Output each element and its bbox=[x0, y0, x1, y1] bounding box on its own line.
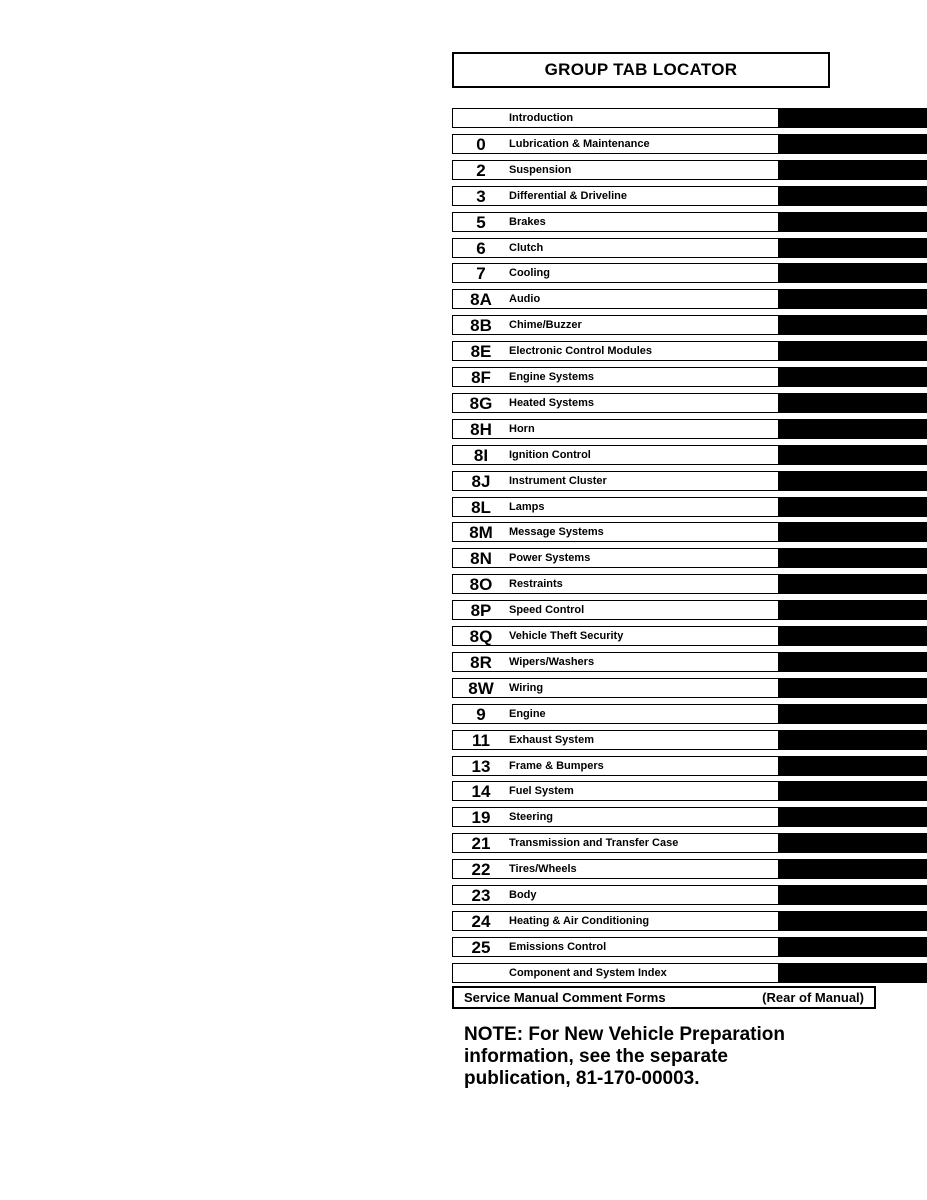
tab-group-number: 7 bbox=[476, 263, 486, 283]
black-thumb-tab[interactable] bbox=[779, 263, 927, 283]
tab-group-label: Component and System Index bbox=[509, 967, 667, 979]
black-thumb-tab[interactable] bbox=[779, 315, 927, 335]
black-thumb-tab[interactable] bbox=[779, 341, 927, 361]
tab-group-label: Power Systems bbox=[509, 552, 591, 564]
tab-group-label: Wipers/Washers bbox=[509, 656, 595, 668]
tab-row[interactable] bbox=[452, 781, 927, 801]
tab-group-label: Clutch bbox=[509, 242, 544, 254]
black-thumb-tab[interactable] bbox=[779, 781, 927, 801]
tab-group-label: Differential & Driveline bbox=[509, 190, 627, 202]
tab-row[interactable] bbox=[452, 445, 927, 465]
black-thumb-tab[interactable] bbox=[779, 600, 927, 620]
tab-row[interactable] bbox=[452, 937, 927, 957]
tab-row[interactable] bbox=[452, 859, 927, 879]
tab-row[interactable] bbox=[452, 108, 927, 128]
tab-label-cell[interactable] bbox=[452, 315, 779, 335]
black-thumb-tab[interactable] bbox=[779, 419, 927, 439]
tab-row[interactable] bbox=[452, 419, 927, 439]
tab-group-number: 9 bbox=[476, 704, 486, 724]
tab-group-label: Engine bbox=[509, 708, 546, 720]
tab-label-cell[interactable] bbox=[452, 367, 779, 387]
tab-row[interactable] bbox=[452, 833, 927, 853]
tab-row[interactable] bbox=[452, 911, 927, 931]
tab-group-label: Lubrication & Maintenance bbox=[509, 138, 650, 150]
tab-group-label: Chime/Buzzer bbox=[509, 319, 582, 331]
tab-group-label: Exhaust System bbox=[509, 734, 594, 746]
black-thumb-tab[interactable] bbox=[779, 497, 927, 517]
tab-label-cell[interactable] bbox=[452, 341, 779, 361]
tab-label-cell[interactable] bbox=[452, 108, 779, 128]
tab-group-label: Cooling bbox=[509, 267, 550, 279]
tab-group-number: 24 bbox=[471, 911, 491, 931]
tab-row[interactable] bbox=[452, 807, 927, 827]
tab-group-label: Brakes bbox=[509, 216, 546, 228]
tab-label-cell[interactable] bbox=[452, 263, 779, 283]
tab-group-number: 25 bbox=[471, 937, 491, 957]
tab-group-label: Tires/Wheels bbox=[509, 863, 577, 875]
tab-row[interactable] bbox=[452, 263, 927, 283]
tab-group-label: Wiring bbox=[509, 682, 544, 694]
black-thumb-tab[interactable] bbox=[779, 186, 927, 206]
tab-group-label: Emissions Control bbox=[509, 941, 607, 953]
tab-label-cell[interactable] bbox=[452, 497, 779, 517]
tab-group-number: 8R bbox=[470, 652, 492, 672]
tab-group-label: Steering bbox=[509, 811, 554, 823]
tab-row[interactable] bbox=[452, 497, 927, 517]
tab-label-cell[interactable] bbox=[452, 833, 779, 853]
black-thumb-tab[interactable] bbox=[779, 859, 927, 879]
tab-row[interactable] bbox=[452, 704, 927, 724]
note-line-1: NOTE: For New Vehicle Preparation bbox=[464, 1024, 785, 1045]
tab-label-cell[interactable] bbox=[452, 652, 779, 672]
tab-row[interactable] bbox=[452, 134, 927, 154]
tab-group-number: 8H bbox=[470, 419, 492, 439]
tab-label-cell[interactable] bbox=[452, 522, 779, 542]
tab-label-cell[interactable] bbox=[452, 756, 779, 776]
tab-group-label: Audio bbox=[509, 293, 541, 305]
service-manual-comment-forms[interactable] bbox=[452, 986, 876, 1009]
tab-row[interactable] bbox=[452, 289, 927, 309]
tab-group-number: 8J bbox=[471, 471, 491, 491]
tab-label-cell[interactable] bbox=[452, 911, 779, 931]
tab-group-number: 8G bbox=[469, 393, 493, 413]
tab-group-label: Electronic Control Modules bbox=[509, 345, 653, 357]
tab-group-number: 3 bbox=[476, 186, 486, 206]
black-thumb-tab[interactable] bbox=[779, 807, 927, 827]
tab-label-cell[interactable] bbox=[452, 393, 779, 413]
black-thumb-tab[interactable] bbox=[779, 963, 927, 983]
note-text bbox=[464, 1024, 904, 1090]
tab-group-label: Restraints bbox=[509, 578, 563, 590]
black-thumb-tab[interactable] bbox=[779, 885, 927, 905]
tab-group-label: Heated Systems bbox=[509, 397, 594, 409]
note-line-2: information, see the separate bbox=[464, 1046, 728, 1067]
tab-label-cell[interactable] bbox=[452, 238, 779, 258]
black-thumb-tab[interactable] bbox=[779, 289, 927, 309]
tab-group-label: Horn bbox=[509, 423, 535, 435]
tab-label-cell[interactable] bbox=[452, 937, 779, 957]
black-thumb-tab[interactable] bbox=[779, 937, 927, 957]
black-thumb-tab[interactable] bbox=[779, 704, 927, 724]
black-thumb-tab[interactable] bbox=[779, 445, 927, 465]
tab-group-number: 8P bbox=[470, 600, 492, 620]
black-thumb-tab[interactable] bbox=[779, 652, 927, 672]
tab-label-cell[interactable] bbox=[452, 134, 779, 154]
tab-label-cell[interactable] bbox=[452, 730, 779, 750]
tab-group-number: 8Q bbox=[469, 626, 493, 646]
tab-label-cell[interactable] bbox=[452, 471, 779, 491]
tab-group-label: Introduction bbox=[509, 112, 574, 124]
black-thumb-tab[interactable] bbox=[779, 160, 927, 180]
tab-group-number: 8O bbox=[469, 574, 493, 594]
tab-label-cell[interactable] bbox=[452, 160, 779, 180]
service-location: (Rear of Manual) bbox=[762, 990, 864, 1005]
tab-label-cell[interactable] bbox=[452, 626, 779, 646]
tab-group-label: Engine Systems bbox=[509, 371, 594, 383]
tab-group-label: Ignition Control bbox=[509, 449, 591, 461]
tab-group-number: 22 bbox=[471, 859, 491, 879]
black-thumb-tab[interactable] bbox=[779, 756, 927, 776]
tab-label-cell[interactable] bbox=[452, 548, 779, 568]
tab-group-label: Speed Control bbox=[509, 604, 585, 616]
tab-group-number: 21 bbox=[471, 833, 491, 853]
tab-row[interactable] bbox=[452, 367, 927, 387]
black-thumb-tab[interactable] bbox=[779, 548, 927, 568]
tab-group-number: 11 bbox=[472, 730, 490, 750]
tab-label-cell[interactable] bbox=[452, 963, 779, 983]
tab-row[interactable] bbox=[452, 471, 927, 491]
tab-group-number: 8B bbox=[470, 315, 492, 335]
tab-label-cell[interactable] bbox=[452, 212, 779, 232]
tab-group-label: Heating & Air Conditioning bbox=[509, 915, 650, 927]
tab-group-number: 8E bbox=[470, 341, 492, 361]
tab-group-number: 6 bbox=[476, 238, 486, 258]
tab-group-number: 8F bbox=[471, 367, 491, 387]
tab-group-number: 23 bbox=[471, 885, 491, 905]
tab-row[interactable] bbox=[452, 885, 927, 905]
tab-label-cell[interactable] bbox=[452, 678, 779, 698]
tab-group-number: 19 bbox=[471, 807, 491, 827]
tab-row[interactable] bbox=[452, 315, 927, 335]
tab-group-number: 8N bbox=[470, 548, 492, 568]
tab-group-label: Vehicle Theft Security bbox=[509, 630, 624, 642]
tab-label-cell[interactable] bbox=[452, 186, 779, 206]
tab-row[interactable] bbox=[452, 600, 927, 620]
black-thumb-tab[interactable] bbox=[779, 393, 927, 413]
tab-row[interactable] bbox=[452, 548, 927, 568]
tab-group-number: 2 bbox=[476, 160, 486, 180]
tab-group-number: 8W bbox=[468, 678, 494, 698]
tab-label-cell[interactable] bbox=[452, 807, 779, 827]
black-thumb-tab[interactable] bbox=[779, 108, 927, 128]
tab-group-number: 8M bbox=[469, 522, 493, 542]
tab-group-number: 13 bbox=[471, 756, 491, 776]
tab-label-cell[interactable] bbox=[452, 859, 779, 879]
tab-row[interactable] bbox=[452, 212, 927, 232]
service-label: Service Manual Comment Forms bbox=[464, 990, 666, 1005]
tab-group-number: 0 bbox=[476, 134, 486, 154]
tab-group-number: 8I bbox=[473, 445, 489, 465]
tab-label-cell[interactable] bbox=[452, 419, 779, 439]
black-thumb-tab[interactable] bbox=[779, 238, 927, 258]
group-tab-locator-title: GROUP TAB LOCATOR bbox=[452, 52, 830, 88]
tab-row[interactable] bbox=[452, 186, 927, 206]
tab-row[interactable] bbox=[452, 574, 927, 594]
note-line-3: publication, 81-170-00003. bbox=[464, 1068, 700, 1089]
tab-group-number: 14 bbox=[471, 781, 491, 801]
black-thumb-tab[interactable] bbox=[779, 833, 927, 853]
tab-row[interactable] bbox=[452, 963, 927, 983]
tab-row[interactable] bbox=[452, 730, 927, 750]
tab-row[interactable] bbox=[452, 341, 927, 361]
tab-label-cell[interactable] bbox=[452, 445, 779, 465]
tab-label-cell[interactable] bbox=[452, 289, 779, 309]
tab-group-label: Instrument Cluster bbox=[509, 475, 607, 487]
black-thumb-tab[interactable] bbox=[779, 678, 927, 698]
tab-row[interactable] bbox=[452, 160, 927, 180]
black-thumb-tab[interactable] bbox=[779, 212, 927, 232]
black-thumb-tab[interactable] bbox=[779, 522, 927, 542]
black-thumb-tab[interactable] bbox=[779, 574, 927, 594]
tab-row[interactable] bbox=[452, 756, 927, 776]
tab-label-cell[interactable] bbox=[452, 885, 779, 905]
tab-row[interactable] bbox=[452, 522, 927, 542]
tab-group-label: Message Systems bbox=[509, 526, 604, 538]
tab-label-cell[interactable] bbox=[452, 600, 779, 620]
black-thumb-tab[interactable] bbox=[779, 134, 927, 154]
tab-label-cell[interactable] bbox=[452, 781, 779, 801]
tab-row[interactable] bbox=[452, 393, 927, 413]
tab-group-label: Body bbox=[509, 889, 537, 901]
tab-group-label: Fuel System bbox=[509, 785, 574, 797]
tab-label-cell[interactable] bbox=[452, 574, 779, 594]
black-thumb-tab[interactable] bbox=[779, 911, 927, 931]
tab-row[interactable] bbox=[452, 626, 927, 646]
tab-group-label: Suspension bbox=[509, 164, 572, 176]
tab-group-label: Transmission and Transfer Case bbox=[509, 837, 679, 849]
tab-group-label: Lamps bbox=[509, 501, 545, 513]
black-thumb-tab[interactable] bbox=[779, 471, 927, 491]
black-thumb-tab[interactable] bbox=[779, 626, 927, 646]
tab-group-number: 8A bbox=[470, 289, 492, 309]
tab-group-number: 8L bbox=[471, 497, 491, 517]
tab-row[interactable] bbox=[452, 652, 927, 672]
black-thumb-tab[interactable] bbox=[779, 730, 927, 750]
tab-row[interactable] bbox=[452, 678, 927, 698]
tab-group-number: 5 bbox=[476, 212, 486, 232]
black-thumb-tab[interactable] bbox=[779, 367, 927, 387]
tab-group-label: Frame & Bumpers bbox=[509, 760, 604, 772]
tab-row[interactable] bbox=[452, 238, 927, 258]
tab-label-cell[interactable] bbox=[452, 704, 779, 724]
